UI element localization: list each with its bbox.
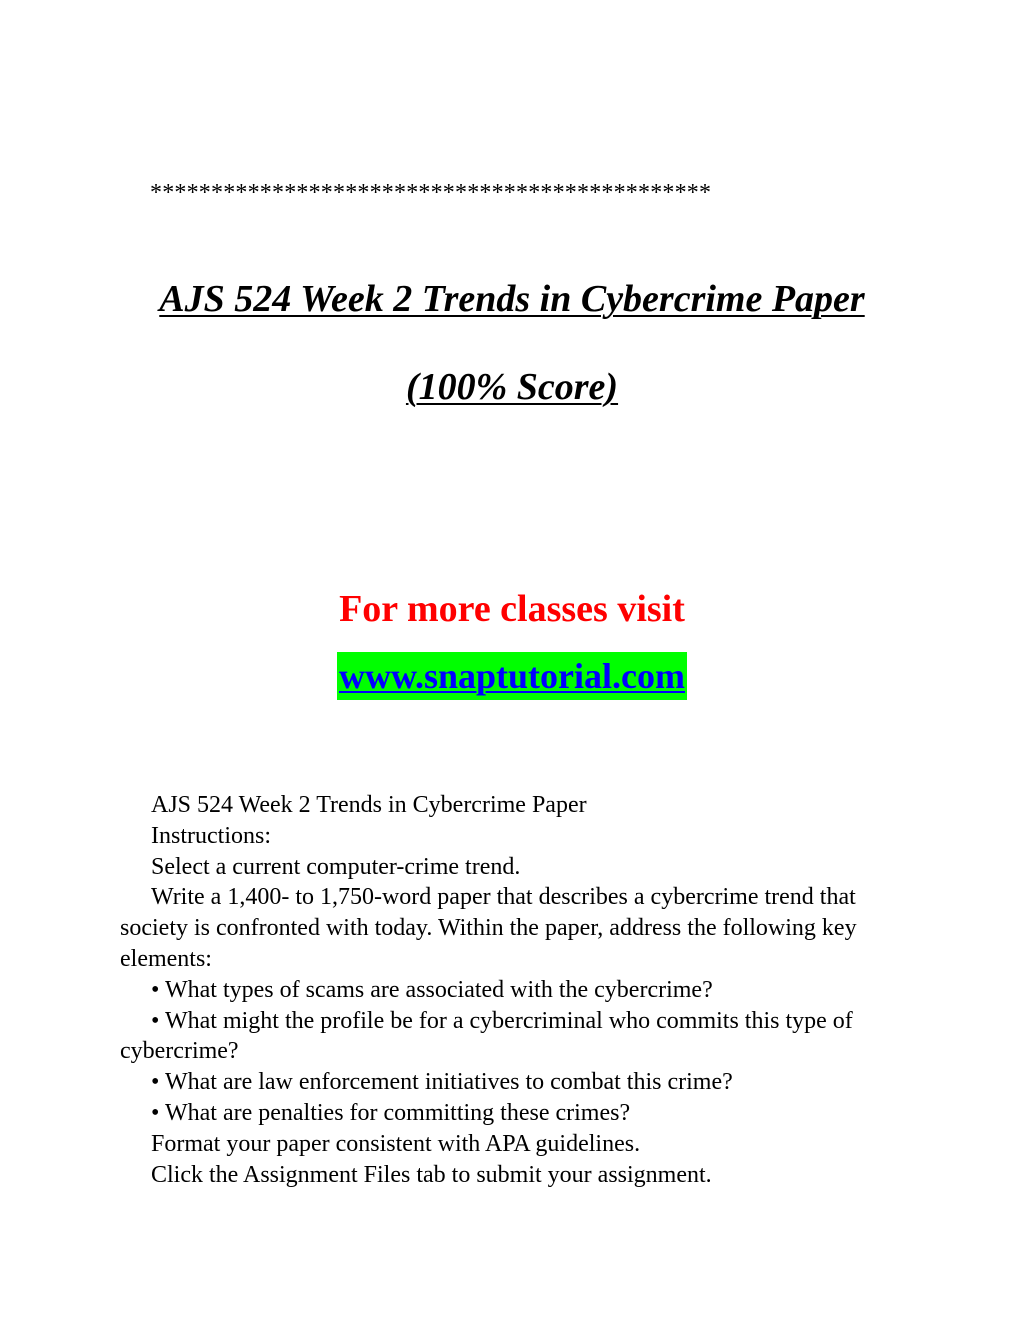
instruction-write-paper: Write a 1,400- to 1,750-word paper that describes a cybercrime trend that society is confronted with today. Within the paper, address the following key elements: (120, 884, 857, 972)
assignment-heading: AJS 524 Week 2 Trends in Cybercrime Paper (151, 792, 587, 818)
document-title (0, 276, 1024, 322)
submit-note: Click the Assignment Files tab to submit your assignment. (151, 1161, 712, 1188)
assignment-body (120, 790, 910, 1190)
instructions-label: Instructions: (151, 822, 271, 849)
document-title-text: AJS 524 Week 2 Trends in Cybercrime Paper (159, 278, 865, 320)
bullet-item: • What might the profile be for a cybercriminal who commits this type of cybercrime? (120, 1007, 853, 1065)
instruction-select-trend: Select a current computer-crime trend. (151, 853, 521, 880)
bullet-item: • What types of scams are associated with the cybercrime? (151, 976, 713, 1003)
promo-link-container (0, 652, 1024, 700)
score-subtitle-text: (100% Score) (405, 366, 619, 408)
format-note: Format your paper consistent with APA guidelines. (151, 1130, 641, 1157)
promo-heading: For more classes visit (339, 588, 685, 630)
asterisk-separator: ********************************************** (150, 180, 712, 206)
bullet-item: • What are law enforcement initiatives to combat this crime? (151, 1069, 733, 1096)
score-subtitle (0, 364, 1024, 410)
website-link[interactable]: www.snaptutorial.com (337, 652, 687, 700)
bullet-item: • What are penalties for committing these crimes? (151, 1099, 631, 1126)
